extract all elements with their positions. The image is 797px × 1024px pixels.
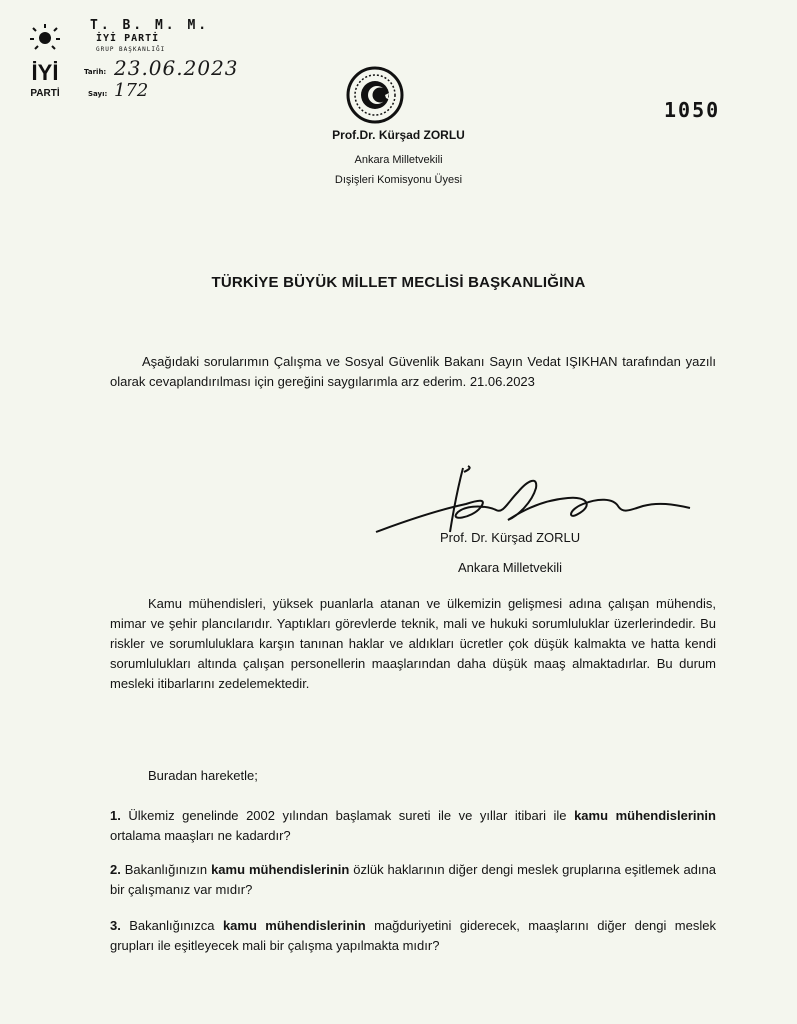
question-3-number: 3.	[110, 918, 121, 933]
document-title: TÜRKİYE BÜYÜK MİLLET MECLİSİ BAŞKANLIĞINA	[211, 274, 586, 291]
header-name: Prof.Dr. Kürşad ZORLU	[332, 128, 465, 142]
question-3-pre: Bakanlığınızca	[129, 918, 215, 933]
logo-text: İYİ	[31, 60, 59, 85]
tbmm-seal	[346, 66, 404, 124]
stamp-group: GRUP BAŞKANLIĞI	[96, 46, 166, 53]
document-number: 1050	[664, 98, 721, 122]
iyi-party-logo	[18, 22, 72, 104]
question-3	[110, 916, 716, 956]
question-2-number: 2.	[110, 862, 121, 877]
intro-paragraph: Aşağıdaki sorularımın Çalışma ve Sosyal Güvenlik Bakanı Sayın Vedat IŞIKHAN tarafından yazılı olarak cevaplandırılması için gereğini saygılarımla arz ederim. 21.06.2023	[110, 354, 716, 389]
signature-name: Prof. Dr. Kürşad ZORLU	[440, 530, 581, 545]
question-3-bold: kamu mühendislerinin	[222, 918, 366, 933]
question-2-post: özlük haklarının diğer dengi meslek gruplarına eşitlemek adına bir çalışmanız var mıdır?	[110, 862, 716, 897]
question-1	[110, 806, 716, 846]
stamp-date-label: Tarih:	[84, 68, 107, 76]
stamp-number-label: Sayı:	[88, 90, 108, 98]
body-paragraph: Kamu mühendisleri, yüksek puanlarla atanan ve ülkemizin gelişmesi adına çalışan mühendis, mimar ve şehir plancılarıdır. Yaptıkları görevlerde teknik, mali ve hukuki sorumluluklar üzerlerindedir. Bu riskler ve sorumluluklara karşın tanınan haklar ve aldıkları ücretler çok düşük kalmakta ve hatta kendi sorumlulukları altında çalışan personellerin maaşlarından daha düşük maaş almaktadırlar. Bu durum mesleki itibarlarını zedelemektedir.	[110, 596, 716, 691]
question-1-post: ortalama maaşları ne kadardır?	[110, 828, 291, 843]
logo-sub: PARTİ	[30, 88, 60, 99]
question-1-pre: Ülkemiz genelinde 2002 yılından başlamak sureti ile ve yıllar itibari ile	[128, 808, 567, 823]
question-1-bold: kamu mühendislerinin	[574, 808, 716, 823]
question-1-number: 1.	[110, 808, 121, 823]
header-line-2: Dışişleri Komisyonu Üyesi	[334, 174, 463, 186]
stamp-party: İYİ PARTİ	[96, 33, 160, 44]
question-2-pre: Bakanlığınızın	[124, 862, 208, 877]
question-2	[110, 860, 716, 900]
stamp-date: 23.06.2023	[114, 56, 239, 80]
lead-text: Buradan hareketle;	[148, 768, 258, 783]
registration-stamp	[78, 18, 278, 108]
stamp-number: 172	[114, 80, 149, 101]
signature-title: Ankara Milletvekili	[458, 560, 563, 575]
question-3-post: mağduriyetini giderecek, maaşlarını diğer dengi meslek grupları ile eşitleyecek mali bir çalışma yapılmakta mıdır?	[110, 918, 716, 953]
question-2-bold: kamu mühendislerinin	[211, 862, 350, 877]
header-line-1: Ankara Milletvekili	[354, 154, 443, 166]
stamp-tbmm: T. B. M. M.	[90, 18, 210, 33]
